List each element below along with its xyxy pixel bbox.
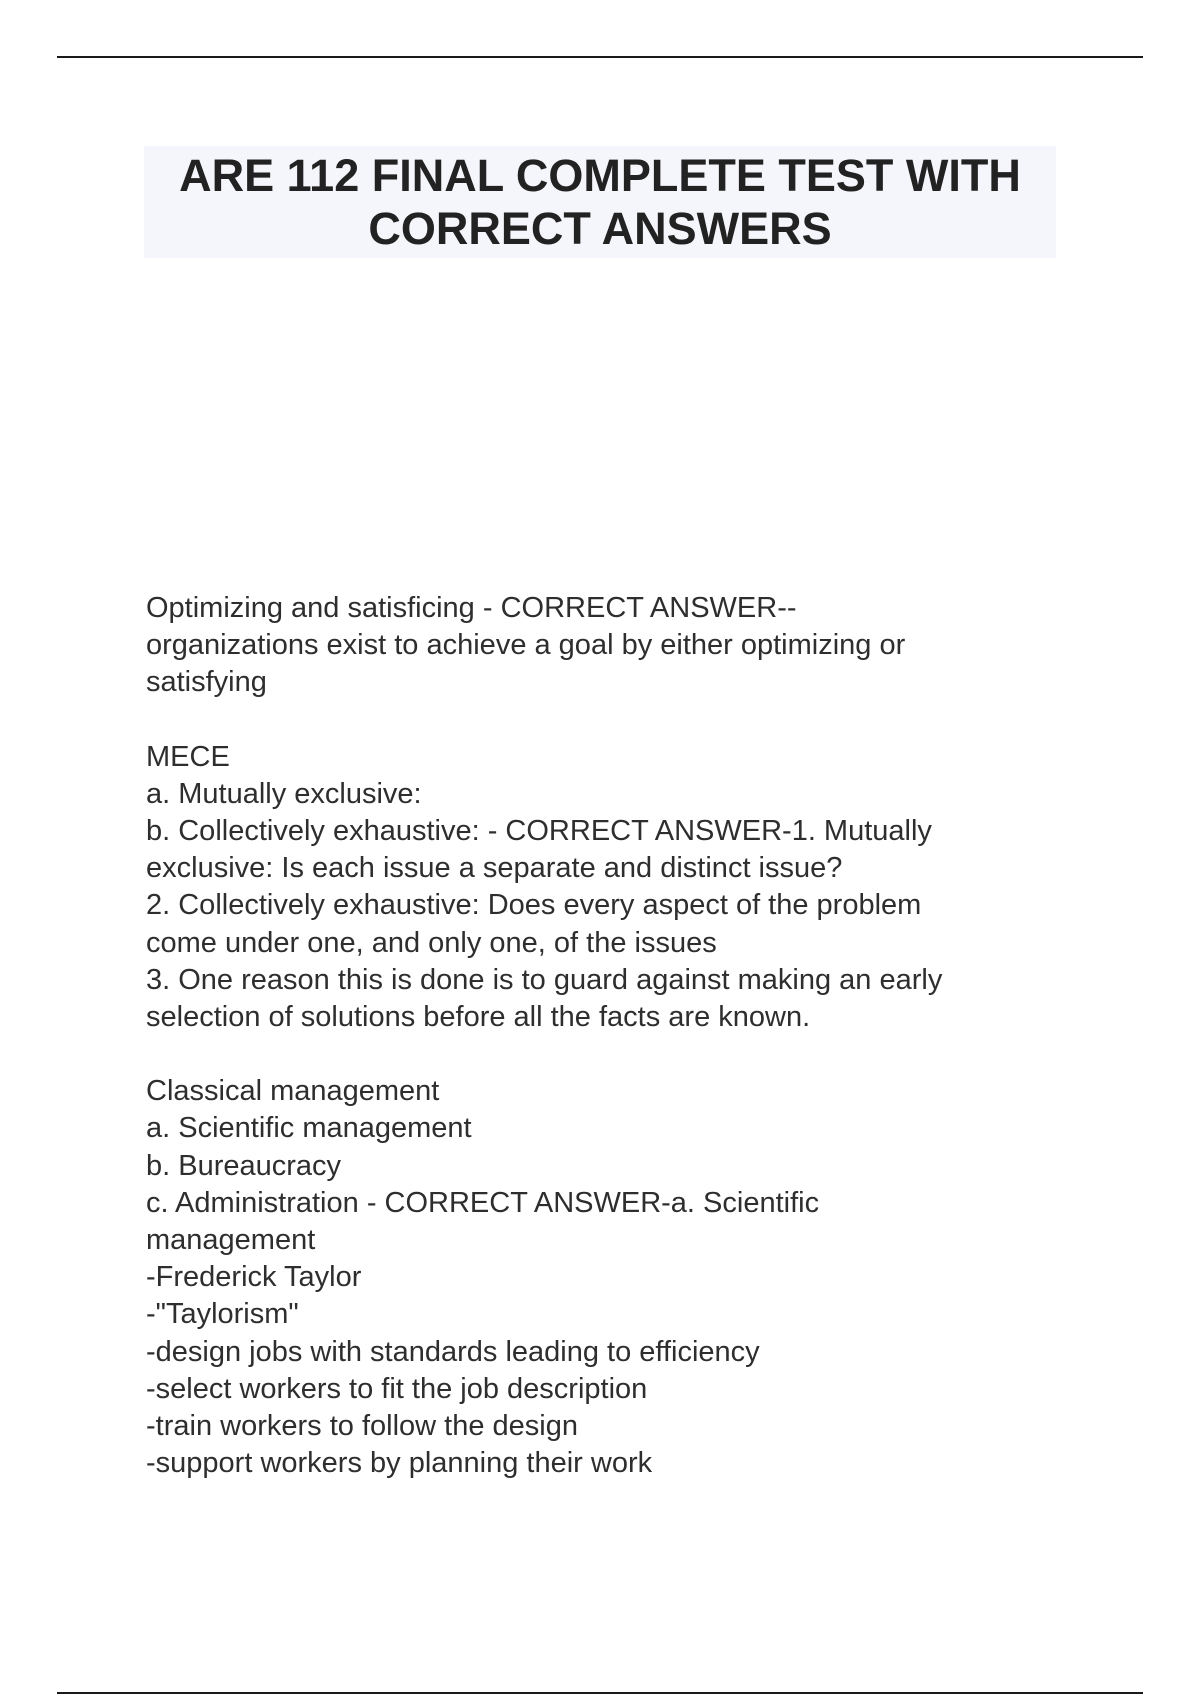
paragraph-gap xyxy=(146,1036,1046,1073)
bottom-divider xyxy=(57,1692,1143,1694)
text-line: Optimizing and satisficing - CORRECT ANSWER-- xyxy=(146,592,797,624)
text-line: 2. Collectively exhaustive: Does every aspect of the problem xyxy=(146,889,922,922)
text-line: management xyxy=(146,1224,316,1257)
text-line: Classical management xyxy=(146,1075,440,1108)
text-line: exclusive: Is each issue a separate and distinct issue? xyxy=(146,852,843,885)
text-line: c. Administration - CORRECT ANSWER-a. Scientific xyxy=(146,1186,820,1219)
document-body xyxy=(146,590,1046,1482)
top-divider xyxy=(57,56,1143,58)
text-line: 3. One reason this is done is to guard against making an early xyxy=(146,963,943,996)
text-line: satisfying xyxy=(146,666,267,699)
text-line: come under one, and only one, of the issues xyxy=(146,926,717,959)
text-line: b. Bureaucracy xyxy=(146,1149,342,1182)
text-line: a. Scientific management xyxy=(146,1112,472,1145)
text-line: organizations exist to achieve a goal by either optimizing or xyxy=(146,629,906,662)
qa-entry-classical-management xyxy=(146,1073,1046,1482)
text-line: -select workers to fit the job description xyxy=(146,1372,648,1405)
text-line: a. Mutually exclusive: xyxy=(146,777,422,810)
qa-entry-optimizing xyxy=(146,590,1046,702)
text-line: -"Taylorism" xyxy=(146,1298,299,1331)
text-line: -design jobs with standards leading to efficiency xyxy=(146,1335,760,1368)
text-line: -Frederick Taylor xyxy=(146,1261,362,1294)
qa-entry-mece xyxy=(146,739,1046,1037)
paragraph-gap xyxy=(146,702,1046,739)
text-line: -train workers to follow the design xyxy=(146,1410,578,1443)
text-line: MECE xyxy=(146,740,230,773)
title-banner xyxy=(144,146,1056,258)
text-line: selection of solutions before all the facts are known. xyxy=(146,1001,811,1034)
text-line: b. Collectively exhaustive: - CORRECT ANSWER-1. Mutually xyxy=(146,815,932,848)
text-line: -support workers by planning their work xyxy=(146,1447,653,1480)
document-title: ARE 112 FINAL COMPLETE TEST WITH CORRECT ANSWERS xyxy=(179,150,1021,254)
